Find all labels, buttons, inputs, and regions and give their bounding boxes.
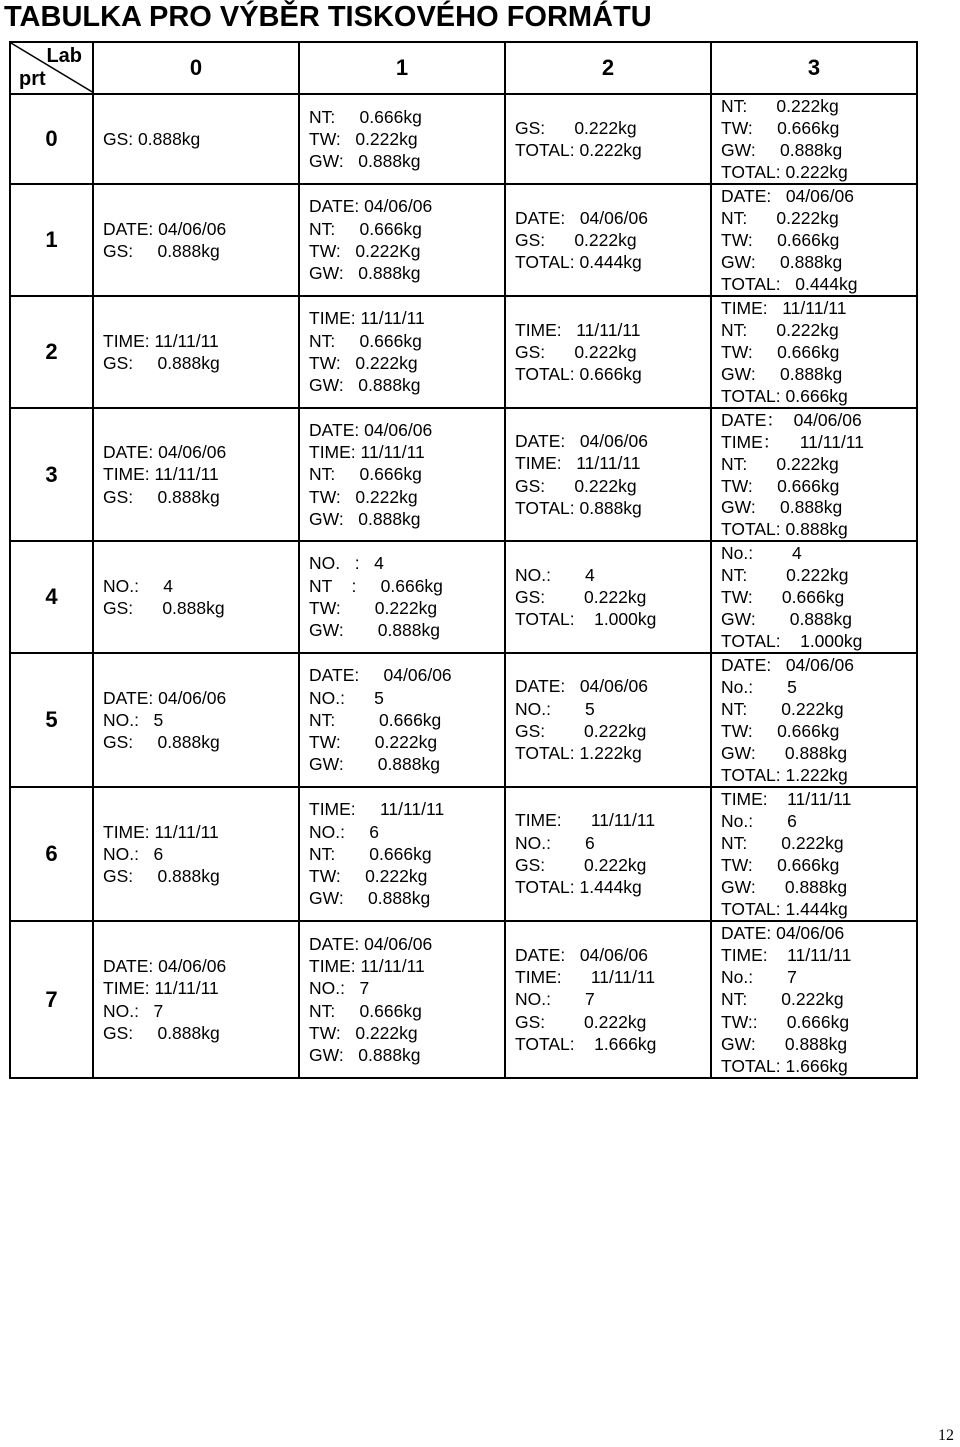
format-line: TIME: 11/11/11 bbox=[515, 319, 641, 340]
format-line: NT : 0.666kg bbox=[309, 575, 443, 596]
format-line: NO.: 4 bbox=[515, 564, 595, 585]
format-line: TW: 0.666kg bbox=[721, 855, 840, 875]
format-line: DATE: 04/06/06 bbox=[309, 933, 433, 954]
format-cell-content bbox=[300, 654, 504, 786]
format-line: GW: 0.888kg bbox=[721, 1033, 848, 1054]
format-line: TIME: 11/11/11 bbox=[721, 789, 852, 809]
corner-lab-label: Lab bbox=[46, 45, 82, 67]
format-line: TIME: 11/11/11 bbox=[103, 330, 219, 351]
format-line: TIME: 11/11/11 bbox=[309, 799, 445, 820]
format-line: GW: 0.888kg bbox=[309, 263, 421, 284]
format-line: TOTAL: 0.444kg bbox=[515, 252, 642, 273]
format-line: NT: 0.222kg bbox=[721, 453, 839, 474]
format-cell bbox=[711, 408, 917, 541]
table-row bbox=[10, 296, 917, 408]
format-line: DATE: 04/06/06 bbox=[515, 207, 648, 228]
table-row bbox=[10, 184, 917, 296]
format-line: GW: 0.888kg bbox=[721, 609, 852, 629]
format-cell-content bbox=[300, 922, 504, 1077]
format-line: TW: 0.666kg bbox=[721, 587, 845, 607]
format-line: NT: 0.666kg bbox=[309, 330, 422, 351]
format-cell-content bbox=[506, 542, 710, 652]
format-line: No.: 4 bbox=[721, 543, 802, 563]
format-line: DATE: 04/06/06 bbox=[515, 944, 648, 965]
page-title: TABULKA PRO VÝBĚR TISKOVÉHO FORMÁTU bbox=[4, 1, 652, 33]
format-cell bbox=[93, 296, 299, 408]
format-line: TOTAL: 0.222kg bbox=[721, 162, 848, 182]
table-row bbox=[10, 94, 917, 184]
format-cell-content bbox=[506, 297, 710, 407]
format-line: GS: 0.888kg bbox=[103, 128, 201, 149]
format-line: NT: 0.666kg bbox=[309, 218, 422, 239]
format-cell bbox=[505, 921, 711, 1078]
format-line: TOTAL: 1.000kg bbox=[515, 609, 657, 630]
format-line: TW: 0.666kg bbox=[721, 342, 840, 362]
format-line: NO.: 7 bbox=[103, 1000, 164, 1021]
format-line: TW: 0.222kg bbox=[309, 128, 418, 149]
column-header: 1 bbox=[299, 42, 505, 94]
table-row bbox=[10, 541, 917, 653]
format-line: DATE: 04/06/06 bbox=[721, 186, 854, 206]
format-line: NT: 0.666kg bbox=[309, 106, 422, 127]
format-line: NO. : 4 bbox=[309, 553, 384, 574]
format-line: TW: 0.222kg bbox=[309, 598, 438, 618]
row-header: 1 bbox=[10, 184, 93, 296]
format-line: DATE: 04/06/06 bbox=[515, 676, 648, 697]
format-cell bbox=[299, 653, 505, 787]
format-line: NT: 0.222kg bbox=[721, 96, 839, 116]
format-cell bbox=[93, 94, 299, 184]
format-cell-content bbox=[712, 788, 916, 920]
column-header: 2 bbox=[505, 42, 711, 94]
format-line: TOTAL: 1.666kg bbox=[515, 1033, 657, 1054]
format-cell-content bbox=[300, 185, 504, 295]
format-line: NT: 0.222kg bbox=[721, 208, 839, 228]
format-cell bbox=[299, 541, 505, 653]
format-cell-content bbox=[94, 409, 298, 540]
format-cell bbox=[711, 653, 917, 787]
format-line: TW: 0.666kg bbox=[721, 475, 840, 496]
format-cell-content bbox=[506, 95, 710, 183]
row-header: 6 bbox=[10, 787, 93, 921]
format-line: TIME: 11/11/11 bbox=[515, 453, 641, 474]
format-line: TW: 0.666kg bbox=[721, 230, 840, 250]
format-cell bbox=[299, 184, 505, 296]
format-line: GW: 0.888kg bbox=[721, 252, 843, 272]
format-cell-content bbox=[712, 409, 916, 540]
format-cell-content bbox=[94, 297, 298, 407]
format-line: TIME: 11/11/11 bbox=[103, 464, 219, 485]
format-cell-content bbox=[712, 95, 916, 183]
format-line: DATE: 04/06/06 bbox=[309, 196, 433, 217]
format-line: GS: 0.222kg bbox=[515, 117, 637, 138]
format-line: TIME: 11/11/11 bbox=[721, 945, 852, 966]
format-line: GW: 0.888kg bbox=[721, 364, 843, 384]
format-line: No.: 6 bbox=[721, 811, 797, 831]
format-line: GS: 0.888kg bbox=[103, 486, 220, 507]
format-line: TW: 0.666kg bbox=[721, 721, 840, 741]
table-body bbox=[10, 94, 917, 1078]
format-cell bbox=[299, 408, 505, 541]
format-line: NT: 0.222kg bbox=[721, 989, 844, 1010]
format-cell-content bbox=[712, 542, 916, 652]
format-line: DATE: 04/06/06 bbox=[721, 923, 845, 943]
format-line: TOTAL: 1.222kg bbox=[515, 743, 642, 764]
column-header: 3 bbox=[711, 42, 917, 94]
format-line: GW: 0.888kg bbox=[309, 508, 421, 529]
format-line: GW: 0.888kg bbox=[309, 375, 421, 396]
format-line: NO.: 4 bbox=[103, 575, 174, 596]
format-cell-content bbox=[94, 185, 298, 295]
format-line: TOTAL: 0.666kg bbox=[721, 386, 848, 406]
format-line: GS: 0.888kg bbox=[103, 241, 220, 261]
format-line: TW: 0.666kg bbox=[721, 118, 840, 138]
format-line: No.: 5 bbox=[721, 677, 797, 697]
format-line: TW: 0.222kg bbox=[309, 1022, 418, 1043]
format-line: TW: 0.222kg bbox=[309, 486, 418, 507]
format-line: GS: 0.888kg bbox=[103, 732, 220, 753]
format-cell bbox=[505, 94, 711, 184]
format-line: GS: 0.222kg bbox=[515, 1011, 647, 1032]
format-line: DATE： 04/06/06 bbox=[721, 410, 862, 431]
format-line: NT: 0.666kg bbox=[309, 709, 442, 730]
table-row bbox=[10, 653, 917, 787]
format-cell bbox=[505, 296, 711, 408]
format-cell bbox=[711, 94, 917, 184]
format-cell-content bbox=[506, 654, 710, 786]
format-line: DATE: 04/06/06 bbox=[309, 665, 452, 686]
format-cell-content bbox=[300, 95, 504, 183]
format-line: GS: 0.888kg bbox=[103, 866, 220, 887]
format-line: TIME: 11/11/11 bbox=[721, 298, 847, 318]
format-line: TIME: 11/11/11 bbox=[515, 810, 656, 831]
format-line: TW:: 0.666kg bbox=[721, 1011, 850, 1032]
format-line: TW: 0.222kg bbox=[309, 353, 418, 373]
format-line: No.: 7 bbox=[721, 967, 797, 988]
format-line: TOTAL: 1.444kg bbox=[515, 877, 642, 898]
format-cell bbox=[299, 94, 505, 184]
format-line: GS: 0.888kg bbox=[103, 1022, 220, 1043]
format-cell bbox=[711, 787, 917, 921]
format-line: NO.: 5 bbox=[515, 698, 595, 719]
format-line: GW: 0.888kg bbox=[721, 140, 843, 160]
format-line: NO.: 5 bbox=[103, 709, 164, 730]
format-cell-content bbox=[94, 95, 298, 183]
format-line: DATE: 04/06/06 bbox=[515, 430, 648, 451]
corner-prt-label: prt bbox=[19, 68, 46, 90]
header-row bbox=[10, 42, 917, 94]
format-cell-content bbox=[300, 542, 504, 652]
format-line: NT: 0.222kg bbox=[721, 320, 839, 340]
format-cell bbox=[711, 921, 917, 1078]
format-line: NO.: 6 bbox=[103, 843, 164, 864]
format-line: TIME: 11/11/11 bbox=[309, 955, 425, 976]
format-cell-content bbox=[300, 409, 504, 540]
format-cell-content bbox=[94, 542, 298, 652]
format-line: GW: 0.888kg bbox=[309, 620, 440, 641]
format-line: GW: 0.888kg bbox=[309, 1045, 421, 1066]
format-line: GW: 0.888kg bbox=[721, 497, 843, 518]
format-line: TOTAL: 0.888kg bbox=[515, 497, 642, 518]
format-cell-content bbox=[506, 185, 710, 295]
format-cell bbox=[505, 787, 711, 921]
corner-cell bbox=[10, 42, 93, 94]
format-line: NO.: 6 bbox=[515, 832, 595, 853]
table-row bbox=[10, 921, 917, 1078]
format-cell-content bbox=[94, 654, 298, 786]
table-row bbox=[10, 408, 917, 541]
format-line: DATE: 04/06/06 bbox=[721, 655, 854, 675]
format-cell bbox=[711, 184, 917, 296]
row-header: 2 bbox=[10, 296, 93, 408]
format-line: TOTAL: 0.222kg bbox=[515, 140, 642, 160]
format-cell-content bbox=[506, 409, 710, 540]
format-cell-content bbox=[712, 654, 916, 786]
format-line: GS: 0.888kg bbox=[103, 598, 225, 618]
format-line: NO.: 7 bbox=[309, 978, 370, 999]
format-line: TIME: 11/11/11 bbox=[309, 308, 425, 329]
format-cell-content bbox=[300, 297, 504, 407]
format-cell-content bbox=[506, 922, 710, 1077]
format-cell-content bbox=[506, 788, 710, 920]
format-cell bbox=[505, 541, 711, 653]
format-cell-content bbox=[94, 788, 298, 920]
format-line: NT: 0.666kg bbox=[309, 843, 432, 864]
format-cell bbox=[505, 184, 711, 296]
print-format-table bbox=[9, 41, 918, 1079]
row-header: 5 bbox=[10, 653, 93, 787]
format-cell bbox=[711, 296, 917, 408]
format-line: NT: 0.222kg bbox=[721, 833, 844, 853]
format-line: NO.: 5 bbox=[309, 687, 384, 708]
format-line: GS: 0.222kg bbox=[515, 475, 637, 496]
format-line: GS: 0.222kg bbox=[515, 586, 647, 607]
format-line: NT: 0.666kg bbox=[309, 464, 422, 485]
format-line: GS: 0.888kg bbox=[103, 353, 220, 373]
format-line: NT: 0.222kg bbox=[721, 565, 849, 585]
page-number: 12 bbox=[938, 1427, 954, 1444]
row-header: 4 bbox=[10, 541, 93, 653]
format-line: TOTAL: 0.666kg bbox=[515, 364, 642, 385]
format-line: TOTAL: 1.444kg bbox=[721, 899, 848, 919]
format-cell bbox=[93, 787, 299, 921]
format-cell-content bbox=[300, 788, 504, 920]
format-line: NO.: 7 bbox=[515, 989, 595, 1010]
format-line: NO.: 6 bbox=[309, 821, 380, 842]
format-cell bbox=[93, 184, 299, 296]
format-cell-content bbox=[94, 922, 298, 1077]
format-cell bbox=[505, 408, 711, 541]
format-line: TOTAL: 1.000kg bbox=[721, 631, 863, 651]
format-cell bbox=[299, 787, 505, 921]
format-cell bbox=[93, 408, 299, 541]
row-header: 7 bbox=[10, 921, 93, 1078]
format-cell bbox=[299, 296, 505, 408]
table-row bbox=[10, 787, 917, 921]
format-cell-content bbox=[712, 297, 916, 407]
format-line: GW: 0.888kg bbox=[721, 877, 848, 897]
format-line: GS: 0.222kg bbox=[515, 855, 647, 875]
format-line: TIME: 11/11/11 bbox=[515, 967, 656, 988]
format-line: DATE: 04/06/06 bbox=[103, 687, 227, 708]
format-cell bbox=[93, 921, 299, 1078]
format-line: TW: 0.222Kg bbox=[309, 241, 421, 261]
row-header: 3 bbox=[10, 408, 93, 541]
format-cell bbox=[93, 653, 299, 787]
column-header: 0 bbox=[93, 42, 299, 94]
row-header: 0 bbox=[10, 94, 93, 184]
format-line: NT: 0.666kg bbox=[309, 1000, 422, 1021]
format-line: TOTAL: 1.222kg bbox=[721, 765, 848, 785]
format-cell bbox=[505, 653, 711, 787]
format-line: GW: 0.888kg bbox=[309, 888, 431, 909]
format-line: GW: 0.888kg bbox=[309, 151, 421, 172]
format-line: GW: 0.888kg bbox=[721, 743, 848, 763]
format-line: DATE: 04/06/06 bbox=[309, 419, 433, 440]
format-line: TIME: 11/11/11 bbox=[309, 442, 425, 463]
format-cell-content bbox=[712, 922, 916, 1077]
format-cell bbox=[299, 921, 505, 1078]
format-cell-content bbox=[712, 185, 916, 295]
format-line: TOTAL: 0.444kg bbox=[721, 274, 858, 294]
format-line: DATE: 04/06/06 bbox=[103, 955, 227, 976]
format-line: TW: 0.222kg bbox=[309, 866, 428, 887]
print-format-table-wrapper bbox=[9, 41, 916, 1076]
format-cell bbox=[711, 541, 917, 653]
format-line: TIME： 11/11/11 bbox=[721, 431, 864, 452]
format-cell bbox=[93, 541, 299, 653]
format-line: DATE: 04/06/06 bbox=[103, 218, 227, 239]
format-line: DATE: 04/06/06 bbox=[103, 442, 227, 463]
format-line: TIME: 11/11/11 bbox=[103, 978, 219, 999]
format-line: TOTAL: 0.888kg bbox=[721, 519, 848, 540]
format-line: TIME: 11/11/11 bbox=[103, 821, 219, 842]
format-line: GS: 0.222kg bbox=[515, 229, 637, 250]
format-line: TW: 0.222kg bbox=[309, 732, 438, 753]
format-line: GW: 0.888kg bbox=[309, 754, 440, 775]
format-line: GS: 0.222kg bbox=[515, 721, 647, 741]
format-line: GS: 0.222kg bbox=[515, 341, 637, 362]
format-line: NT: 0.222kg bbox=[721, 699, 844, 719]
format-line: TOTAL: 1.666kg bbox=[721, 1055, 848, 1076]
